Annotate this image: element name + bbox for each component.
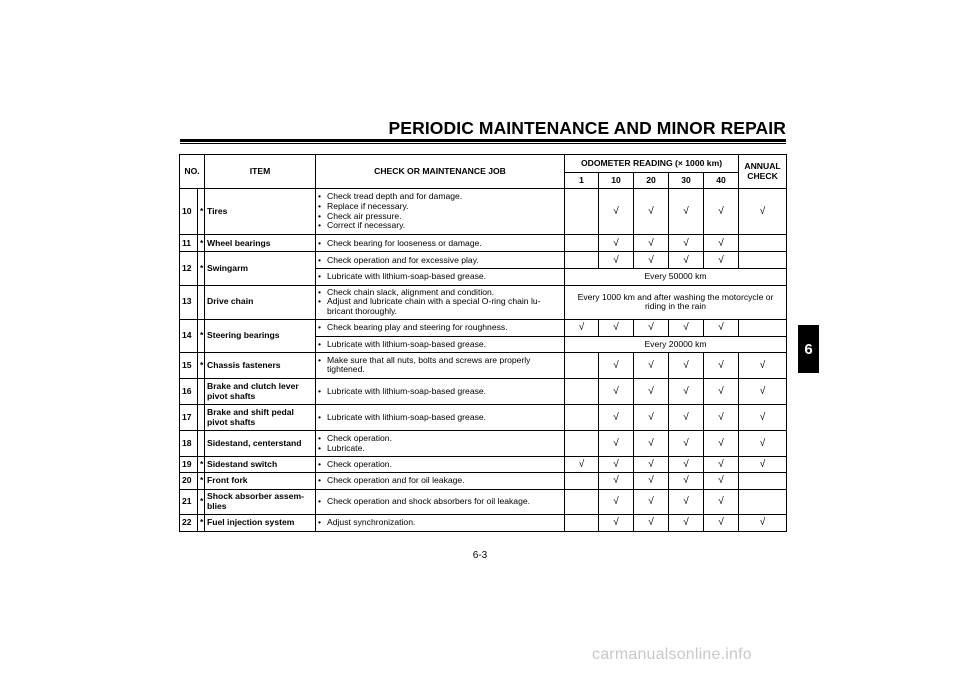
check-mark: √: [669, 405, 704, 431]
check-mark: √: [599, 352, 634, 378]
check-mark: √: [599, 405, 634, 431]
check-mark: [565, 405, 599, 431]
annual-check-mark: [739, 489, 787, 514]
row-number: 21: [180, 489, 198, 514]
interval-note: Every 50000 km: [565, 269, 787, 285]
annual-check-mark: √: [739, 352, 787, 378]
header-interval: 1: [565, 173, 599, 189]
dealer-mark: *: [198, 189, 205, 235]
dealer-mark: [198, 379, 205, 405]
dealer-mark: [198, 431, 205, 457]
check-mark: √: [704, 431, 739, 457]
check-mark: √: [599, 431, 634, 457]
maintenance-job: [316, 514, 565, 531]
interval-note: Every 1000 km and after washing the motorcycle or riding in the rain: [565, 285, 787, 319]
table-row: [180, 431, 787, 457]
job-bullet: • Check operation.: [318, 434, 562, 444]
header-odometer: ODOMETER READING (× 1000 km): [565, 155, 739, 173]
maintenance-job: [316, 431, 565, 457]
table-row: [180, 379, 787, 405]
chapter-tab[interactable]: 6: [798, 325, 819, 373]
job-bullet: • Check operation and for excessive play.: [318, 256, 562, 266]
job-bullet: • Check chain slack, alignment and condition.: [318, 288, 562, 298]
dealer-mark: *: [198, 319, 205, 352]
item-name: Tires: [205, 189, 316, 235]
row-number: 19: [180, 457, 198, 472]
maintenance-job: [316, 336, 565, 352]
header-item: ITEM: [205, 155, 316, 189]
row-number: 10: [180, 189, 198, 235]
table-row: [180, 189, 787, 235]
header-job: CHECK OR MAINTENANCE JOB: [316, 155, 565, 189]
watermark: carmanualsonline.info: [592, 646, 752, 663]
row-number: 14: [180, 319, 198, 352]
table-row: [180, 252, 787, 269]
check-mark: [565, 352, 599, 378]
maintenance-job: [316, 235, 565, 252]
check-mark: √: [704, 514, 739, 531]
check-mark: √: [669, 489, 704, 514]
row-number: 22: [180, 514, 198, 531]
annual-check-mark: √: [739, 379, 787, 405]
row-number: 13: [180, 285, 198, 319]
job-bullet: • Adjust and lubricate chain with a special O-ring chain lu-bricant thoroughly.: [318, 297, 562, 316]
check-mark: √: [634, 252, 669, 269]
check-mark: √: [634, 352, 669, 378]
check-mark: √: [599, 379, 634, 405]
item-name: Fuel injection system: [205, 514, 316, 531]
job-bullet: • Replace if necessary.: [318, 202, 562, 212]
row-number: 15: [180, 352, 198, 378]
check-mark: [565, 472, 599, 489]
check-mark: √: [634, 189, 669, 235]
check-mark: √: [704, 489, 739, 514]
annual-check-mark: [739, 235, 787, 252]
dealer-mark: *: [198, 352, 205, 378]
check-mark: √: [599, 472, 634, 489]
header-interval: 10: [599, 173, 634, 189]
check-mark: [565, 235, 599, 252]
item-name: Swingarm: [205, 252, 316, 285]
item-name: Sidestand switch: [205, 457, 316, 472]
job-bullet: • Lubricate with lithium-soap-based grease.: [318, 387, 562, 397]
check-mark: √: [704, 319, 739, 336]
maintenance-job: [316, 379, 565, 405]
header-interval: 20: [634, 173, 669, 189]
maintenance-table: [179, 154, 787, 532]
maintenance-job: [316, 352, 565, 378]
job-bullet: • Check air pressure.: [318, 212, 562, 222]
header-interval: 30: [669, 173, 704, 189]
check-mark: √: [634, 489, 669, 514]
check-mark: √: [599, 319, 634, 336]
check-mark: [565, 514, 599, 531]
check-mark: √: [565, 319, 599, 336]
dealer-mark: [198, 405, 205, 431]
maintenance-job: [316, 457, 565, 472]
job-bullet: • Check tread depth and for damage.: [318, 192, 562, 202]
job-bullet: • Check bearing play and steering for roughness.: [318, 323, 562, 333]
row-number: 18: [180, 431, 198, 457]
title-rule-thick: [180, 139, 786, 142]
dealer-mark: [198, 285, 205, 319]
item-name: Front fork: [205, 472, 316, 489]
check-mark: √: [599, 252, 634, 269]
job-bullet: • Check operation and for oil leakage.: [318, 476, 562, 486]
job-bullet: • Check bearing for looseness or damage.: [318, 239, 562, 249]
table-body: [180, 189, 787, 532]
item-name: Sidestand, centerstand: [205, 431, 316, 457]
dealer-mark: *: [198, 472, 205, 489]
maintenance-job: [316, 269, 565, 285]
annual-check-mark: √: [739, 189, 787, 235]
check-mark: √: [669, 319, 704, 336]
dealer-mark: *: [198, 235, 205, 252]
check-mark: √: [669, 379, 704, 405]
check-mark: [565, 252, 599, 269]
item-name: Shock absorber assem-blies: [205, 489, 316, 514]
item-name: Wheel bearings: [205, 235, 316, 252]
check-mark: [565, 379, 599, 405]
table-row: [180, 472, 787, 489]
check-mark: √: [634, 379, 669, 405]
job-bullet: • Lubricate with lithium-soap-based grease.: [318, 340, 562, 350]
maintenance-job: [316, 489, 565, 514]
check-mark: √: [634, 431, 669, 457]
check-mark: √: [634, 472, 669, 489]
table-row: [180, 319, 787, 336]
check-mark: √: [634, 514, 669, 531]
dealer-mark: *: [198, 514, 205, 531]
check-mark: √: [669, 235, 704, 252]
page-number: 6-3: [472, 550, 488, 561]
check-mark: √: [565, 457, 599, 472]
row-number: 17: [180, 405, 198, 431]
job-bullet: • Lubricate with lithium-soap-based grease.: [318, 413, 562, 423]
job-bullet: • Lubricate with lithium-soap-based grease.: [318, 272, 562, 282]
check-mark: √: [704, 252, 739, 269]
maintenance-job: [316, 319, 565, 336]
check-mark: √: [599, 235, 634, 252]
dealer-mark: *: [198, 489, 205, 514]
check-mark: √: [669, 472, 704, 489]
item-name: Brake and shift pedal pivot shafts: [205, 405, 316, 431]
table-row: [180, 235, 787, 252]
check-mark: [565, 189, 599, 235]
table-row: [180, 457, 787, 472]
check-mark: √: [704, 189, 739, 235]
check-mark: √: [704, 457, 739, 472]
check-mark: √: [704, 235, 739, 252]
check-mark: √: [669, 252, 704, 269]
check-mark: √: [704, 405, 739, 431]
table-row: [180, 489, 787, 514]
annual-check-mark: √: [739, 514, 787, 531]
check-mark: √: [669, 457, 704, 472]
job-bullet: • Adjust synchronization.: [318, 518, 562, 528]
table-row: [180, 514, 787, 531]
check-mark: √: [669, 431, 704, 457]
check-mark: √: [634, 235, 669, 252]
check-mark: √: [669, 352, 704, 378]
header-interval: 40: [704, 173, 739, 189]
item-name: Drive chain: [205, 285, 316, 319]
annual-check-mark: √: [739, 431, 787, 457]
check-mark: [565, 489, 599, 514]
annual-check-mark: [739, 252, 787, 269]
job-bullet: • Lubricate.: [318, 444, 562, 454]
item-name: Steering bearings: [205, 319, 316, 352]
check-mark: √: [669, 514, 704, 531]
check-mark: √: [669, 189, 704, 235]
title-rule-thin: [180, 143, 786, 144]
item-name: Brake and clutch lever pivot shafts: [205, 379, 316, 405]
maintenance-job: [316, 252, 565, 269]
row-number: 12: [180, 252, 198, 285]
dealer-mark: *: [198, 252, 205, 285]
check-mark: √: [599, 189, 634, 235]
row-number: 16: [180, 379, 198, 405]
annual-check-mark: [739, 319, 787, 336]
annual-check-mark: √: [739, 457, 787, 472]
check-mark: √: [634, 319, 669, 336]
table-row: [180, 285, 787, 319]
maintenance-job: [316, 405, 565, 431]
job-bullet: • Check operation and shock absorbers for oil leakage.: [318, 497, 562, 507]
header-annual: ANNUAL CHECK: [739, 155, 787, 189]
table-row: [180, 352, 787, 378]
dealer-mark: *: [198, 457, 205, 472]
job-bullet: • Make sure that all nuts, bolts and screws are properly tightened.: [318, 356, 562, 375]
row-number: 11: [180, 235, 198, 252]
header-no: NO.: [180, 155, 205, 189]
maintenance-job: [316, 472, 565, 489]
maintenance-job: [316, 189, 565, 235]
job-bullet: • Correct if necessary.: [318, 221, 562, 231]
check-mark: √: [704, 472, 739, 489]
check-mark: √: [704, 379, 739, 405]
item-name: Chassis fasteners: [205, 352, 316, 378]
maintenance-job: [316, 285, 565, 319]
annual-check-mark: [739, 472, 787, 489]
check-mark: √: [704, 352, 739, 378]
annual-check-mark: √: [739, 405, 787, 431]
check-mark: [565, 431, 599, 457]
check-mark: √: [599, 457, 634, 472]
table-row: [180, 405, 787, 431]
check-mark: √: [599, 489, 634, 514]
interval-note: Every 20000 km: [565, 336, 787, 352]
page-title: PERIODIC MAINTENANCE AND MINOR REPAIR: [388, 118, 786, 138]
row-number: 20: [180, 472, 198, 489]
check-mark: √: [599, 514, 634, 531]
job-bullet: • Check operation.: [318, 460, 562, 470]
check-mark: √: [634, 457, 669, 472]
check-mark: √: [634, 405, 669, 431]
